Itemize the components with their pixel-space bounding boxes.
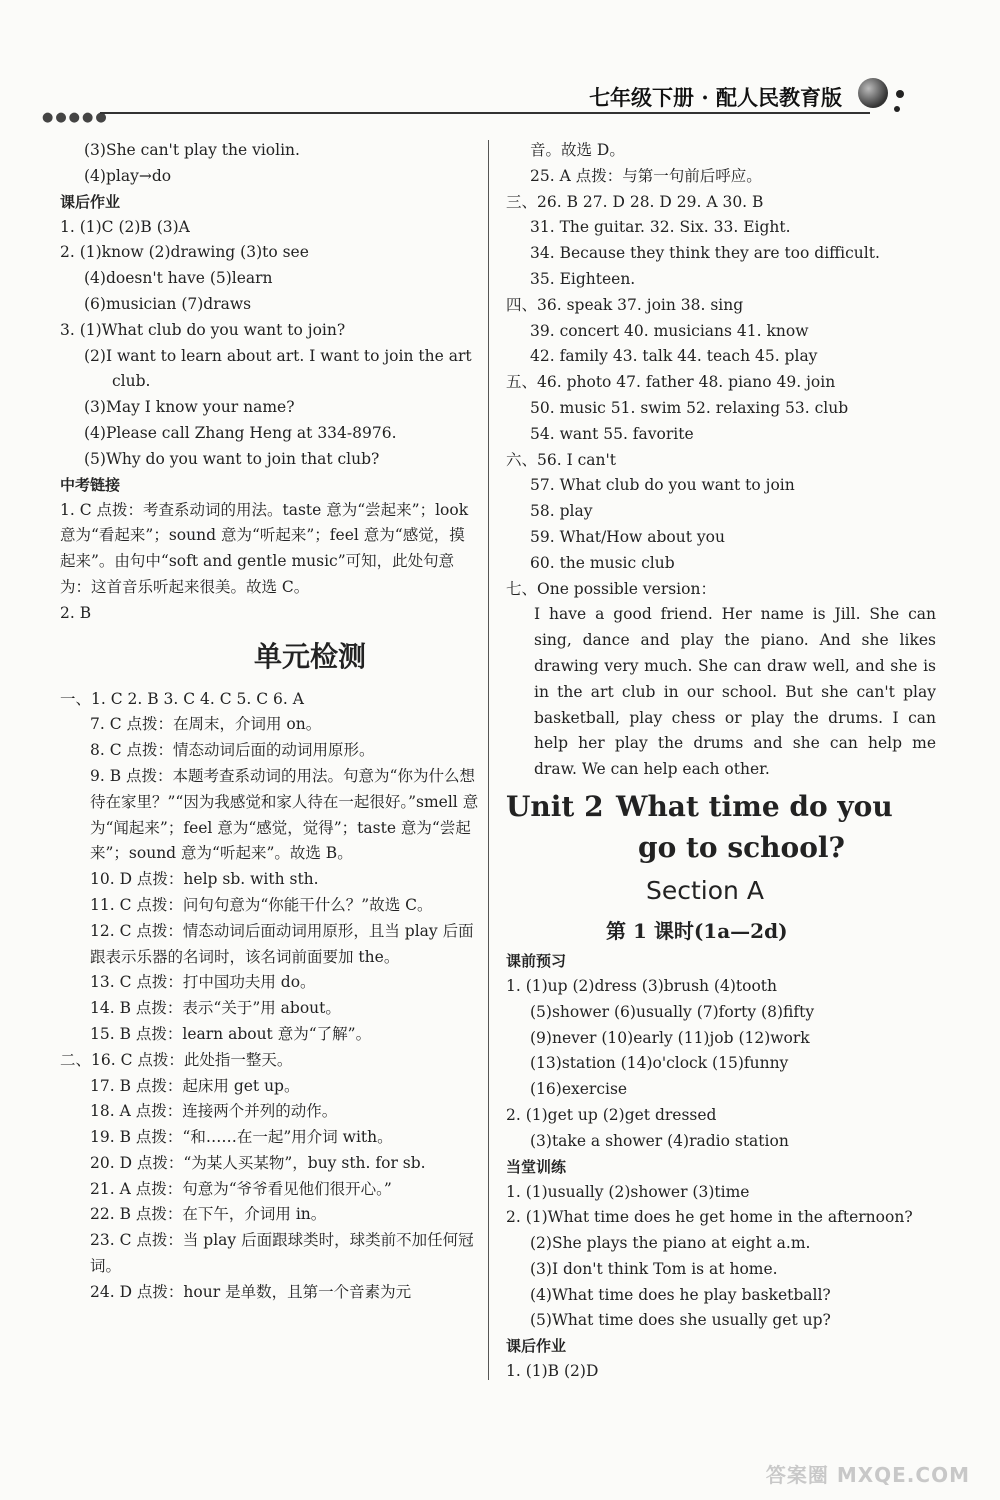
answer-line: (13)station (14)o'clock (15)funny bbox=[530, 1054, 789, 1073]
answer-line: 15. B 点拨：learn about 意为“了解”。 bbox=[90, 1024, 372, 1043]
answer-line: 35. Eighteen. bbox=[530, 269, 636, 288]
answer-line: 2. (1)know (2)drawing (3)to see bbox=[60, 243, 309, 262]
answer-line: (2)She plays the piano at eight a.m. bbox=[530, 1234, 811, 1253]
answer-line: (5)shower (6)usually (7)forty (8)fifty bbox=[530, 1002, 815, 1021]
answer-line: 六、56. I can't bbox=[506, 450, 617, 469]
answer-line: 42. family 43. talk 44. teach 45. play bbox=[530, 347, 818, 366]
answer-line: (3)She can't play the violin. bbox=[84, 141, 300, 159]
answer-line: 59. What/How about you bbox=[530, 527, 725, 546]
answer-line: 34. Because they think they are too difficult. bbox=[530, 244, 880, 263]
answer-paragraph: 23. C 点拨：当 play 后面跟球类时，球类前不加任何冠词。 bbox=[90, 1231, 474, 1276]
unit-title-line-1: What time do you bbox=[616, 789, 893, 823]
answer-paragraph: 9. B 点拨：本题考查系动词的用法。句意为“你为什么想待在家里？”“因为我感觉和家人待在一起很好。”smell 意为“闻起来”；feel 意为“感觉，觉得”；taste 意为“尝起来”；sound 意为“听起来”。故选 B。 bbox=[90, 766, 479, 863]
answer-line: 17. B 点拨：起床用 get up。 bbox=[90, 1076, 300, 1095]
answer-line: 2. (1)get up (2)get dressed bbox=[506, 1105, 717, 1124]
answer-line: 三、26. B 27. D 28. D 29. A 30. B bbox=[506, 192, 764, 211]
answer-paragraph: 12. C 点拨：情态动词后面动词用原形，且当 play 后面跟表示乐器的名词时，该名词前面要加 the。 bbox=[90, 921, 474, 966]
dot-icon bbox=[896, 90, 904, 98]
answer-line: (5)What time does she usually get up? bbox=[530, 1311, 831, 1330]
answer-line: 五、46. photo 47. father 48. piano 49. join bbox=[506, 373, 836, 392]
answer-line: 50. music 51. swim 52. relaxing 53. club bbox=[530, 398, 849, 417]
answer-line: 19. B 点拨：“和……在一起”用介词 with。 bbox=[90, 1128, 393, 1147]
answer-line: (4)Please call Zhang Heng at 334-8976. bbox=[84, 423, 397, 442]
unit-test-title: 单元检测 bbox=[253, 639, 366, 673]
answer-line: 七、One possible version： bbox=[506, 579, 716, 598]
right-column bbox=[506, 138, 936, 1385]
section-heading: 中考链接 bbox=[60, 475, 121, 494]
answer-line: 7. C 点拨：在周末，介词用 on。 bbox=[90, 715, 322, 734]
answer-line: 音。故选 D。 bbox=[530, 141, 625, 159]
left-column bbox=[60, 138, 480, 1306]
header-rule bbox=[100, 112, 870, 114]
answer-line: 54. want 55. favorite bbox=[530, 424, 694, 443]
answer-line: 四、36. speak 37. join 38. sing bbox=[506, 295, 744, 314]
ball-icon bbox=[858, 78, 888, 108]
answer-line: 39. concert 40. musicians 41. know bbox=[530, 321, 809, 340]
answer-line: 18. A 点拨：连接两个并列的动作。 bbox=[90, 1102, 338, 1121]
answer-line: 21. A 点拨：句意为“爷爷看见他们很开心。” bbox=[90, 1179, 392, 1198]
section-heading: 课前预习 bbox=[506, 951, 567, 970]
section-heading: 当堂训练 bbox=[506, 1157, 567, 1176]
header-title: 七年级下册 · 配人民教育版 bbox=[589, 85, 842, 110]
answer-line: (4)What time does he play basketball? bbox=[530, 1285, 831, 1304]
answer-line: 10. D 点拨：help sb. with sth. bbox=[90, 870, 319, 889]
answer-line: 25. A 点拨：与第一句前后呼应。 bbox=[530, 166, 762, 185]
answer-line: 2. (1)What time does he get home in the afternoon? bbox=[506, 1208, 913, 1227]
answer-line: 13. C 点拨：打中国功夫用 do。 bbox=[90, 973, 316, 992]
answer-line: 60. the music club bbox=[530, 553, 675, 572]
answer-line: (3)May I know your name? bbox=[84, 398, 295, 417]
answer-line: club. bbox=[112, 372, 151, 391]
answer-line: (5)Why do you want to join that club? bbox=[84, 449, 380, 468]
section-heading: 课后作业 bbox=[506, 1337, 567, 1356]
answer-line: 一、1. C 2. B 3. C 4. C 5. C 6. A bbox=[60, 689, 304, 708]
lesson-title: 第 1 课时(1a—2d) bbox=[606, 918, 788, 943]
answer-line: 57. What club do you want to join bbox=[530, 476, 795, 495]
answer-line: 3. (1)What club do you want to join? bbox=[60, 320, 346, 339]
answer-line: 1. (1)usually (2)shower (3)time bbox=[506, 1182, 750, 1201]
answer-line: (9)never (10)early (11)job (12)work bbox=[530, 1028, 810, 1047]
answer-line: (4)doesn't have (5)learn bbox=[84, 269, 273, 288]
section-title: Section A bbox=[646, 875, 764, 905]
header-dots: ●●●●● bbox=[42, 110, 109, 125]
dot-icon bbox=[894, 106, 900, 112]
section-heading: 课后作业 bbox=[60, 192, 121, 211]
answer-line: 8. C 点拨：情态动词后面的动词用原形。 bbox=[90, 741, 375, 760]
answer-line: 1. (1)C (2)B (3)A bbox=[60, 217, 190, 236]
answer-line: 31. The guitar. 32. Six. 33. Eight. bbox=[530, 218, 791, 237]
answer-line: 22. B 点拨：在下午，介词用 in。 bbox=[90, 1205, 327, 1224]
unit-title-line-2: go to school? bbox=[638, 830, 845, 864]
answer-line: 11. C 点拨：问句句意为“你能干什么？”故选 C。 bbox=[90, 895, 433, 914]
model-essay: I have a good friend. Her name is Jill. She can sing, dance and play the piano. And she likes drawing very much. She can draw well, and she is in the art club in our school. But she can't play basketball, play chess or play the drums. I can help her play the drums and she can help me draw. We can help each other. bbox=[534, 605, 936, 779]
answer-line: (6)musician (7)draws bbox=[84, 294, 252, 313]
answer-line: 1. (1)B (2)D bbox=[506, 1362, 599, 1381]
answer-line: (3)I don't think Tom is at home. bbox=[530, 1259, 778, 1278]
answer-line: 24. D 点拨：hour 是单数，且第一个音素为元 bbox=[90, 1282, 412, 1301]
unit-number: Unit 2 bbox=[506, 789, 604, 823]
column-divider bbox=[488, 140, 489, 1380]
answer-paragraph: 1. C 点拨：考查系动词的用法。taste 意为“尝起来”；look 意为“看起来”；sound 意为“听起来”；feel 意为“感觉，摸起来”。由句中“soft and gentle music”可知，此处句意为：这首音乐听起来很美。故选 C。 bbox=[60, 500, 469, 596]
answer-line: 二、16. C 点拨：此处指一整天。 bbox=[60, 1050, 293, 1069]
unit-heading bbox=[506, 783, 936, 827]
answer-line: 2. B bbox=[60, 603, 92, 622]
answer-line: (4)play→do bbox=[84, 166, 172, 185]
answer-line: (3)take a shower (4)radio station bbox=[530, 1131, 789, 1150]
answer-line: 20. D 点拨：“为某人买某物”，buy sth. for sb. bbox=[90, 1153, 426, 1172]
answer-line: (2)I want to learn about art. I want to join the art bbox=[84, 346, 472, 365]
answer-line: (16)exercise bbox=[530, 1080, 628, 1099]
answer-line: 58. play bbox=[530, 502, 593, 521]
answer-line: 14. B 点拨：表示“关于”用 about。 bbox=[90, 999, 341, 1018]
watermark: 答案圈 MXQE.COM bbox=[765, 1463, 970, 1487]
answer-line: 1. (1)up (2)dress (3)brush (4)tooth bbox=[506, 976, 777, 995]
